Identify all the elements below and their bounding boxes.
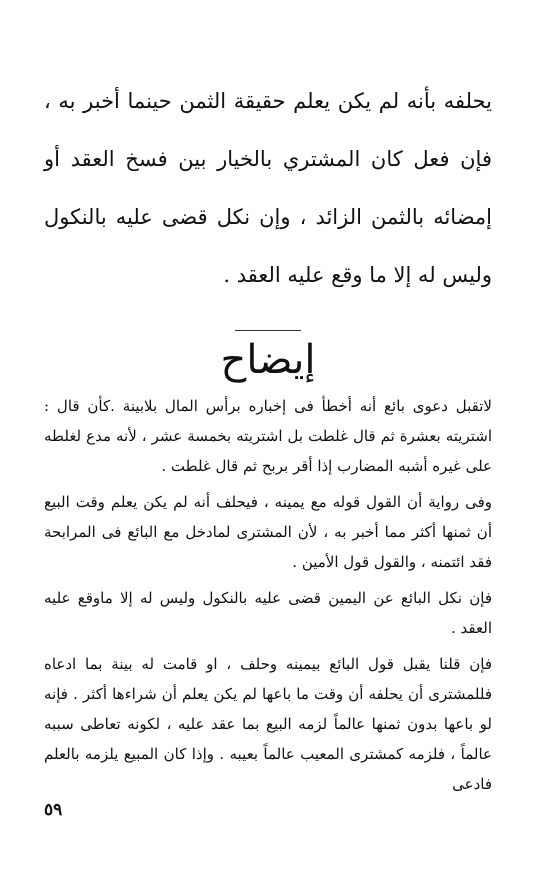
page-number: ٥٩ xyxy=(44,800,63,820)
main-text-block xyxy=(44,72,492,304)
separator-rule xyxy=(235,330,301,331)
explanation-paragraph-1: لاتقبل دعوى بائع أنه أخطأ فى إخباره برأس المال بلابينة .كأن قال : اشتريته بعشرة ثم قال غلطت بل اشتريته بخمسة عشر ، لأنه مدع لغلطه على غيره أشبه المضارب إذا أقر بربح ثم قال غلطت . xyxy=(44,397,492,475)
explanation-paragraph-3: فإن نكل البائع عن اليمين قضى عليه بالنكول وليس له إلا ماوقع عليه العقد . xyxy=(44,589,492,637)
explanation-block xyxy=(44,391,492,799)
main-paragraph: يحلفه بأنه لم يكن يعلم حقيقة الثمن حينما أخبر به ، فإن فعل كان المشتري بالخيار بين فسخ العقد أو إمضائه بالثمن الزائد ، وإن نكل قضى عليه بالنكول وليس له إلا ما وقع عليه العقد . xyxy=(44,89,492,287)
explanation-paragraph-4: فإن قلنا يقبل قول البائع بيمينه وحلف ، او قامت له بينة بما ادعاه فللمشترى أن يحلفه أن وقت ما باعها لم يكن يعلم أن شراءها أكثر . فإنه لو باعها بدون ثمنها عالماً لزمه البيع بما عقد عليه ، لكونه تعاطى سببه عالماً ، فلزمه كمشترى المعيب عالماً بعيبه . وإذا كان المبيع يلزمه بالعلم فادعى xyxy=(44,655,492,793)
explanation-paragraph-2: وفى رواية أن القول قوله مع يمينه ، فيحلف أنه لم يكن يعلم وقت البيع أن ثمنها أكثر مما أخبر به ، لأن المشترى لمادخل مع البائع فى المرابحة فقد ائتمنه ، والقول قول الأمين . xyxy=(44,493,492,571)
section-heading: إيضاح xyxy=(220,337,316,383)
